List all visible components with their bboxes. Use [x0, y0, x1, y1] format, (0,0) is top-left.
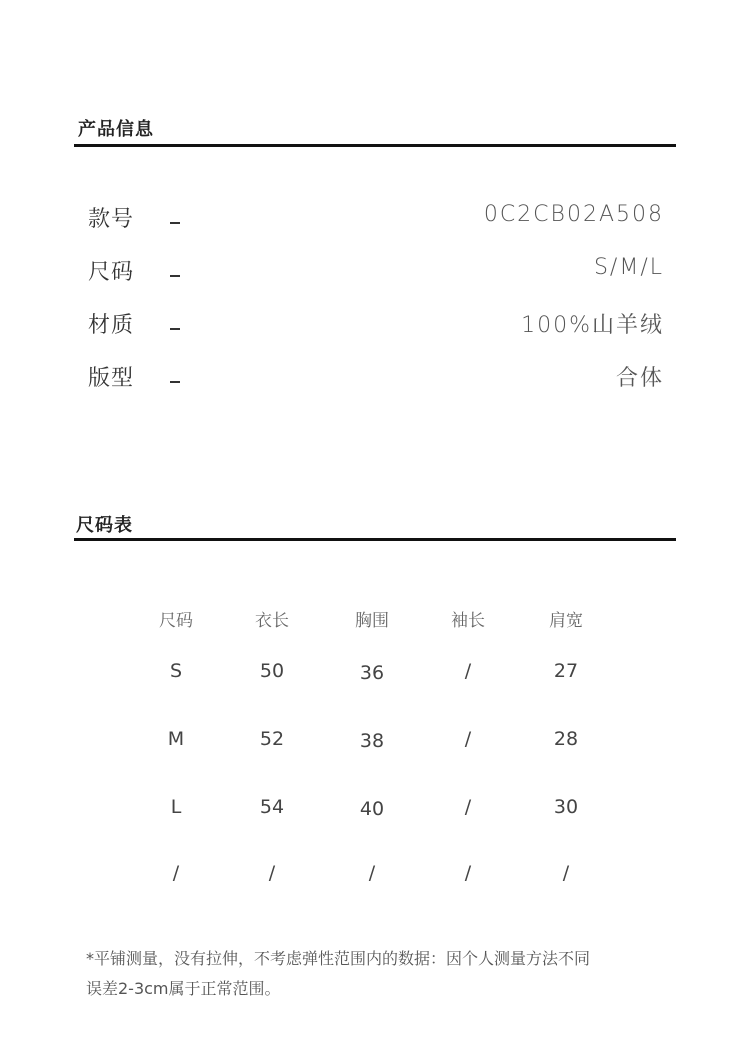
info-row-style-number	[88, 202, 664, 242]
table-cell: 36	[359, 662, 385, 684]
product-info-title: 产品信息	[78, 119, 154, 140]
table-cell: 52	[259, 728, 285, 750]
table-row	[126, 796, 622, 862]
info-label: 尺码	[88, 260, 135, 285]
size-table	[126, 598, 622, 656]
table-cell: 28	[553, 728, 579, 750]
table-cell: 40	[359, 798, 385, 820]
info-label: 版型	[88, 366, 135, 391]
info-value: 0C2CB02A508	[483, 202, 664, 227]
info-dash	[170, 328, 180, 330]
table-cell: 38	[359, 730, 385, 752]
measurement-note	[86, 944, 686, 1004]
table-row	[126, 862, 622, 922]
table-cell: /	[464, 862, 472, 884]
info-row-size	[88, 255, 664, 295]
info-row-material	[88, 308, 664, 348]
info-value: 合体	[615, 366, 664, 391]
info-value: 100%山羊绒	[521, 313, 664, 338]
table-header-row	[126, 598, 622, 656]
table-row	[126, 660, 622, 728]
table-cell: 27	[553, 660, 579, 682]
table-cell: /	[464, 728, 472, 750]
table-cell: 50	[259, 660, 285, 682]
note-line-1: *平铺测量，没有拉伸，不考虑弹性范围内的数据：因个人测量方法不同	[86, 949, 591, 968]
header-cell-sleeve: 袖长	[451, 611, 485, 631]
info-label: 款号	[88, 207, 135, 232]
header-cell-length: 衣长	[255, 611, 289, 631]
table-cell: /	[464, 660, 472, 682]
table-cell: M	[167, 728, 185, 750]
table-row	[126, 728, 622, 796]
table-cell: 30	[553, 796, 579, 818]
note-line-2: 误差2-3cm属于正常范围。	[86, 979, 281, 998]
header-cell-size: 尺码	[159, 611, 193, 631]
size-table-body	[126, 660, 622, 922]
size-chart-title: 尺码表	[76, 515, 133, 536]
info-row-fit	[88, 361, 664, 401]
info-dash	[170, 222, 180, 224]
table-cell: L	[170, 796, 182, 818]
table-cell: S	[169, 660, 183, 682]
info-label: 材质	[88, 313, 135, 338]
header-cell-shoulder: 肩宽	[549, 611, 583, 631]
table-cell: /	[464, 796, 472, 818]
info-dash	[170, 381, 180, 383]
table-cell: /	[368, 862, 376, 884]
table-cell: /	[268, 862, 276, 884]
info-value: S/M/L	[593, 255, 664, 280]
header-cell-chest: 胸围	[355, 611, 389, 631]
table-cell: /	[562, 862, 570, 884]
size-chart-divider	[74, 538, 676, 541]
table-cell: /	[172, 862, 180, 884]
product-info-divider	[74, 144, 676, 147]
info-dash	[170, 275, 180, 277]
table-cell: 54	[259, 796, 285, 818]
